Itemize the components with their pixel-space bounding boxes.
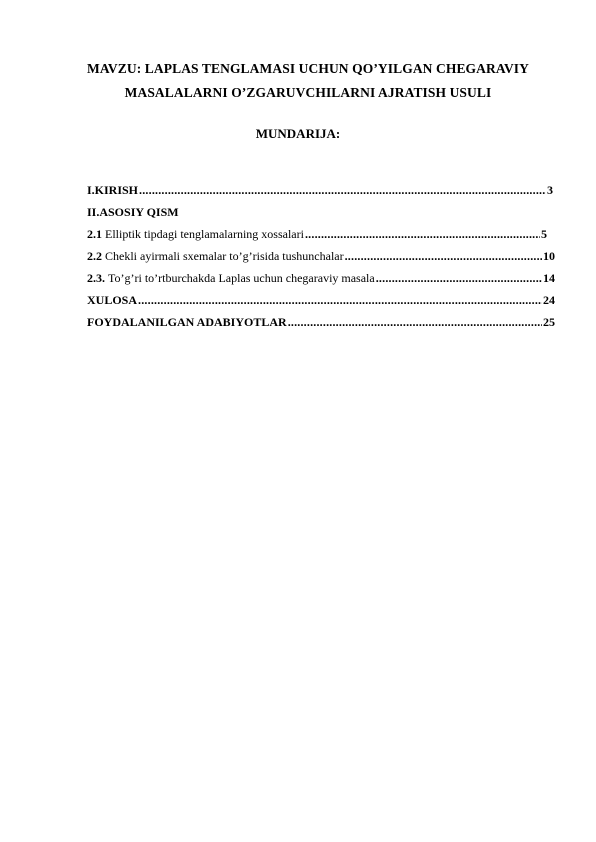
toc-dot-leader: [288, 311, 542, 333]
toc-entry-page: 10: [543, 249, 555, 263]
toc-entry-2-1: [87, 223, 547, 245]
toc-entry-label: XULOSA: [87, 293, 138, 307]
document-title-line-2: MASALALARNI O’ZGARUVCHILARNI AJRATISH USULI: [124, 85, 492, 100]
toc-dot-leader: [138, 289, 542, 311]
toc-entry-number: 2.1: [87, 227, 102, 241]
toc-dot-leader: [376, 267, 542, 289]
toc-entry-number: 2.2: [87, 249, 102, 263]
toc-dot-leader: [345, 245, 542, 267]
toc-entry-page: 5: [541, 227, 547, 241]
toc-entry-page: 3: [547, 183, 553, 197]
toc-entry-label: FOYDALANILGAN ADABIYOTLAR: [87, 315, 287, 329]
toc-entry-adabiyotlar: [87, 311, 555, 333]
table-of-contents: [87, 179, 555, 333]
toc-entry-asosiy-qism: [87, 201, 555, 223]
toc-entry-label: Elliptik tipdagi tenglamalarning xossalari: [105, 227, 304, 241]
document-title-line-1: MAVZU: LAPLAS TENGLAMASI UCHUN QO’YILGAN CHEGARAVIY: [86, 61, 530, 76]
toc-entry-page: 24: [543, 293, 555, 307]
contents-heading: MUNDARIJA:: [255, 126, 341, 141]
toc-entry-2-2: [87, 245, 555, 267]
toc-entry-page: 25: [543, 315, 555, 329]
toc-dot-leader: [305, 223, 540, 245]
toc-entry-label: To’g’ri to’rtburchakda Laplas uchun chegaraviy masala: [108, 271, 375, 285]
toc-entry-2-3: [87, 267, 555, 289]
toc-entry-label: II.ASOSIY QISM: [87, 205, 179, 219]
toc-entry-page: 14: [543, 271, 555, 285]
toc-entry-label: I.KIRISH: [87, 183, 139, 197]
toc-entry-kirish: [87, 179, 553, 201]
toc-dot-leader: [139, 179, 546, 201]
toc-entry-xulosa: [87, 289, 555, 311]
toc-entry-number: 2.3.: [87, 271, 105, 285]
toc-entry-label: Chekli ayirmali sxemalar to’g’risida tushunchalar: [105, 249, 344, 263]
